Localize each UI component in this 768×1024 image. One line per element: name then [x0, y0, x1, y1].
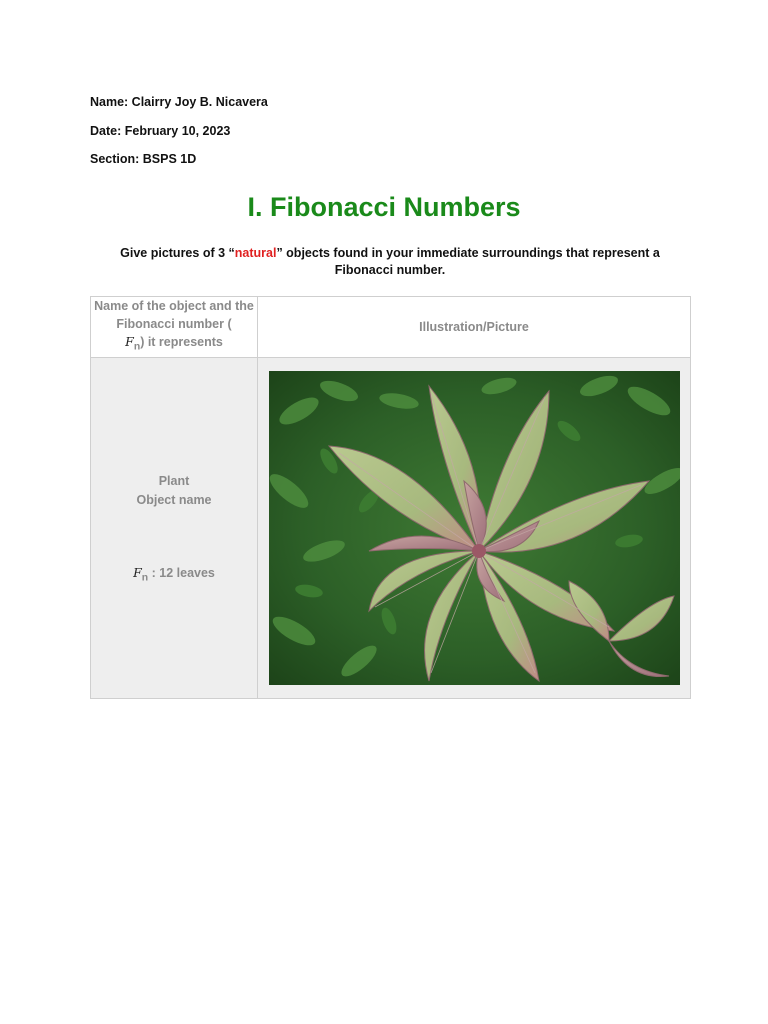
instruction-after: ” objects found in your immediate surroundings that represent a Fibonacci number. [276, 246, 660, 277]
fn-symbol: F [125, 334, 134, 349]
object-value: Plant [158, 473, 190, 488]
table-header-row [91, 297, 691, 358]
student-name: Name: Clairry Joy B. Nicavera [90, 95, 268, 109]
date-line: Date: February 10, 2023 [90, 124, 231, 138]
fibonacci-table [90, 296, 691, 699]
section-line: Section: BSPS 1D [90, 152, 197, 166]
plant-photo [269, 371, 680, 685]
page-title: I. Fibonacci Numbers [247, 192, 521, 222]
object-cell [91, 357, 258, 698]
fn-symbol: F [133, 564, 142, 580]
instruction-before: Give pictures of 3 “ [120, 246, 235, 260]
object-label: Object name [136, 492, 212, 507]
header-picture-cell: Illustration/Picture [258, 297, 691, 358]
header-object-text-2: ) it represents [140, 335, 223, 349]
fn-subscript: n [133, 341, 141, 353]
instruction-highlight: natural [234, 246, 277, 260]
fn-value-line [91, 565, 257, 584]
table-row [91, 357, 691, 698]
header-object-text-1: Name of the object and the Fibonacci number ( [94, 299, 254, 331]
fn-subscript: n [141, 572, 149, 584]
header-object-cell [91, 297, 258, 358]
picture-cell [258, 357, 691, 698]
instruction-text [90, 245, 690, 279]
fn-value: : 12 leaves [148, 565, 215, 580]
